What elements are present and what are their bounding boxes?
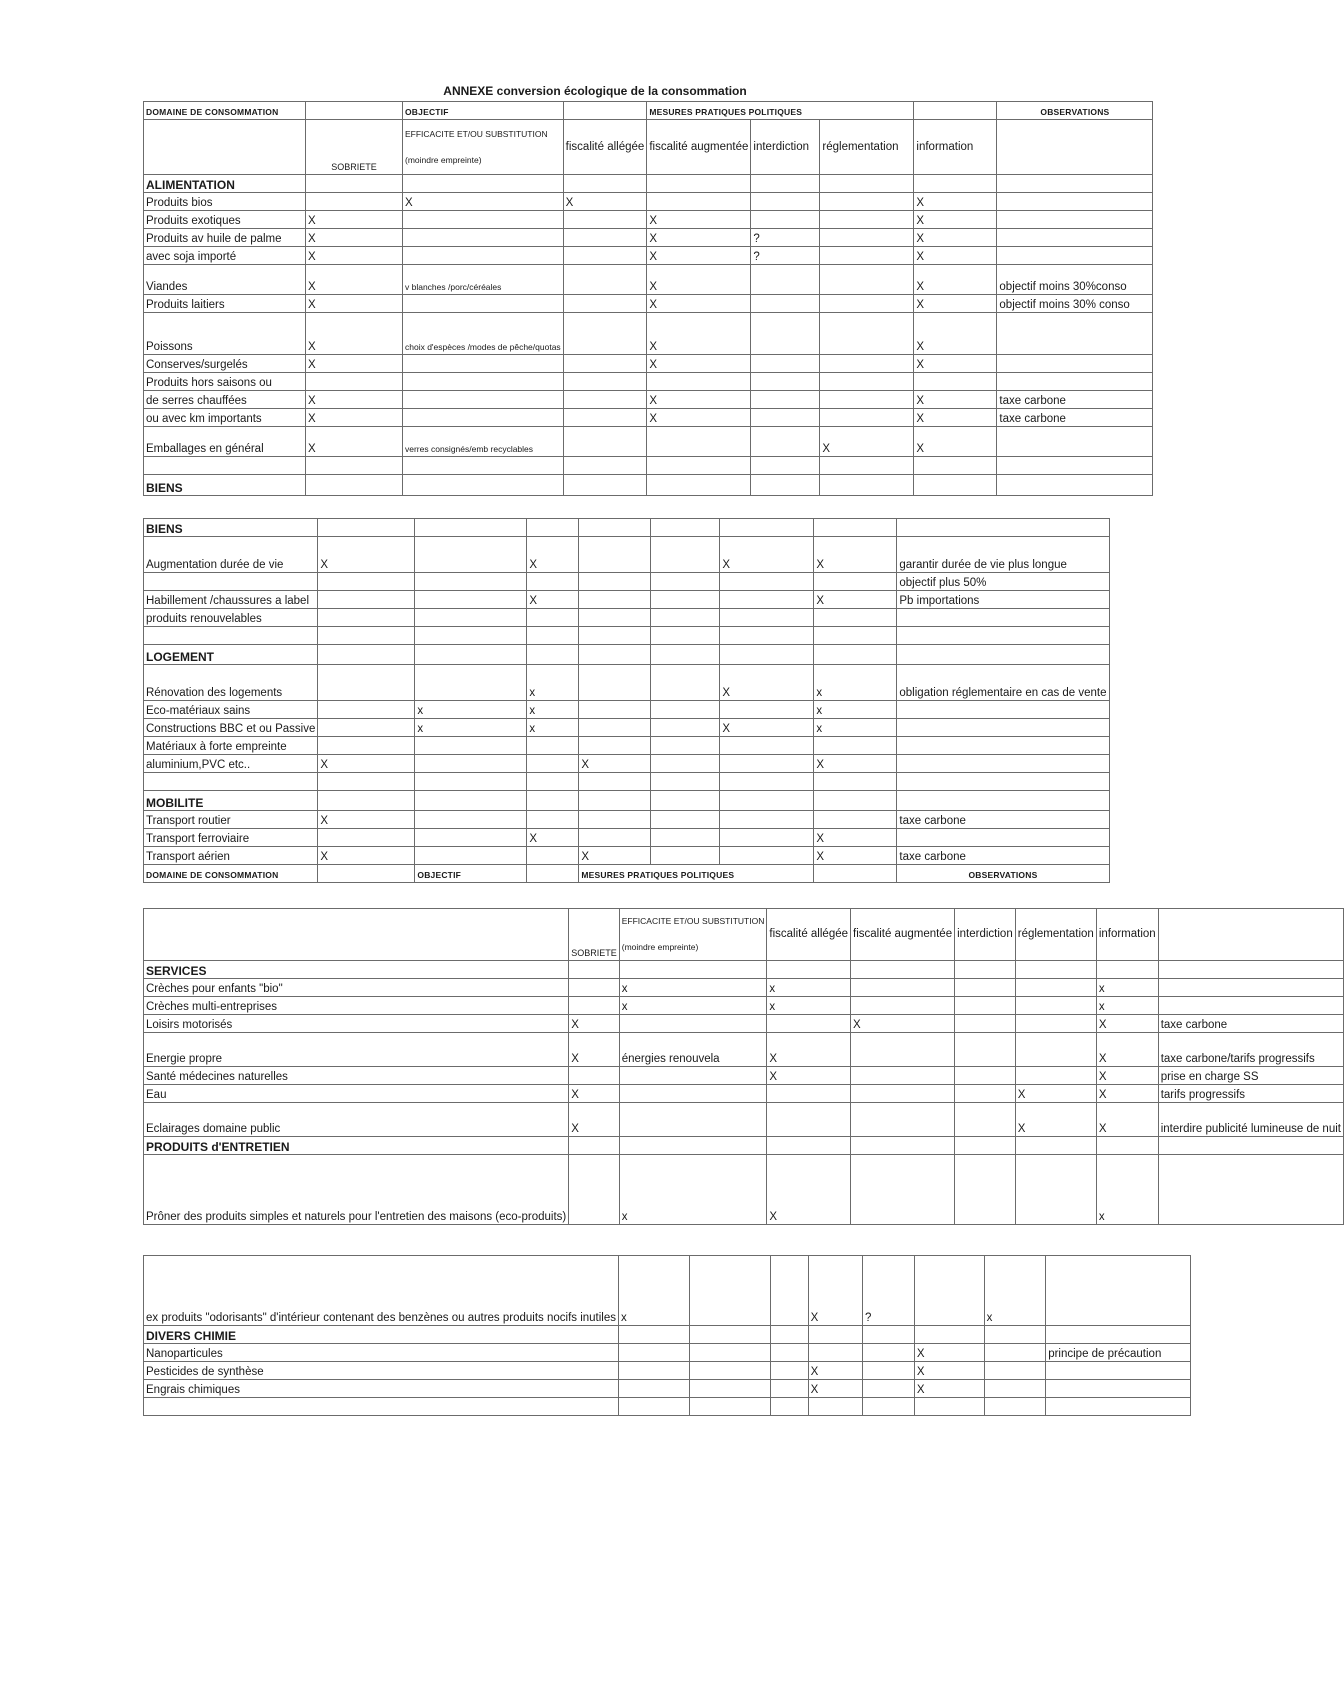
table-row: de serres chauffées X X X taxe carbone bbox=[144, 391, 1153, 409]
section-entretien: PRODUITS d'ENTRETIEN bbox=[144, 1137, 569, 1155]
section-row bbox=[144, 645, 1110, 665]
table-row: Poissons X choix d'espèces /modes de pêche/quotas X X bbox=[144, 313, 1153, 355]
header-row-sub bbox=[144, 120, 1153, 175]
table-row: Viandes X v blanches /porc/céréales X X objectif moins 30%conso bbox=[144, 265, 1153, 295]
table-row: aluminium,PVC etc.. X X X bbox=[144, 755, 1110, 773]
section-chimie: DIVERS CHIMIE bbox=[144, 1326, 619, 1344]
table-row: Emballages en général X verres consignés/emb recyclables X X bbox=[144, 427, 1153, 457]
section-row bbox=[144, 791, 1110, 811]
table-row: Eclairages domaine public X X X interdire publicité lumineuse de nuit bbox=[144, 1103, 1344, 1137]
table-row: ou avec km importants X X X taxe carbone bbox=[144, 409, 1153, 427]
section-biens-end: BIENS bbox=[144, 475, 306, 496]
table-row: Santé médecines naturelles X X prise en charge SS bbox=[144, 1067, 1344, 1085]
section-row bbox=[144, 1137, 1344, 1155]
table-row: Produits exotiques X X X bbox=[144, 211, 1153, 229]
table-row: Augmentation durée de vie X X X X garantir durée de vie plus longue bbox=[144, 537, 1110, 573]
table-row: Pesticides de synthèse X X bbox=[144, 1362, 1191, 1380]
col-fisc-augmentee: fiscalité augmentée bbox=[647, 120, 751, 175]
col-domaine: DOMAINE DE CONSOMMATION bbox=[144, 102, 306, 120]
table-row: produits renouvelables bbox=[144, 609, 1110, 627]
col-fisc-allegee: fiscalité allégée bbox=[563, 120, 647, 175]
table-row: Produits av huile de palme X X ? X bbox=[144, 229, 1153, 247]
table-row: Produits laitiers X X X objectif moins 30% conso bbox=[144, 295, 1153, 313]
col-efficacite: EFFICACITE ET/OU SUBSTITUTION (moindre empreinte) bbox=[403, 120, 564, 175]
table-row: Matériaux à forte empreinte bbox=[144, 737, 1110, 755]
table-row: Crèches pour enfants "bio" x x x bbox=[144, 979, 1344, 997]
section-row bbox=[144, 175, 1153, 193]
table-services bbox=[143, 908, 1344, 1225]
col-sobriete: SOBRIETE bbox=[306, 120, 403, 175]
table-row: Eau X X X tarifs progressifs bbox=[144, 1085, 1344, 1103]
section-row bbox=[144, 519, 1110, 537]
table-row: Conserves/surgelés X X X bbox=[144, 355, 1153, 373]
section-biens: BIENS bbox=[144, 519, 318, 537]
section-logement: LOGEMENT bbox=[144, 645, 318, 665]
table-row: Transport ferroviaire X X bbox=[144, 829, 1110, 847]
table-row: Produits bios X X X bbox=[144, 193, 1153, 211]
section-alimentation: ALIMENTATION bbox=[144, 175, 306, 193]
section-services: SERVICES bbox=[144, 961, 569, 979]
col-observations: OBSERVATIONS bbox=[997, 102, 1153, 120]
section-mobilite: MOBILITE bbox=[144, 791, 318, 811]
col-information: information bbox=[914, 120, 997, 175]
section-row bbox=[144, 961, 1344, 979]
col-objectif: OBJECTIF bbox=[403, 102, 564, 120]
table-row: Produits hors saisons ou bbox=[144, 373, 1153, 391]
table-row: Crèches multi-entreprises x x x bbox=[144, 997, 1344, 1015]
col-mesures: MESURES PRATIQUES POLITIQUES bbox=[647, 102, 914, 120]
table-row: Prôner des produits simples et naturels pour l'entretien des maisons (eco-produits) x X x bbox=[144, 1155, 1344, 1225]
table-row: Energie propre X énergies renouvela X X taxe carbone/tarifs progressifs bbox=[144, 1033, 1344, 1067]
table-row: Engrais chimiques X X bbox=[144, 1380, 1191, 1398]
table-row: Loisirs motorisés X X X taxe carbone bbox=[144, 1015, 1344, 1033]
table-biens bbox=[143, 518, 1110, 883]
table-row: Transport routier X taxe carbone bbox=[144, 811, 1110, 829]
table-row: Rénovation des logements x X x obligation réglementaire en cas de vente bbox=[144, 665, 1110, 701]
section-row bbox=[144, 1326, 1191, 1344]
col-interdiction: interdiction bbox=[751, 120, 820, 175]
table-row: avec soja importé X X ? X bbox=[144, 247, 1153, 265]
header-row-sub: SOBRIETE EFFICACITE ET/OU SUBSTITUTION (moindre empreinte) fiscalité allégée fiscalité augmentée interdiction réglementation information bbox=[144, 909, 1344, 961]
header-row-top bbox=[144, 102, 1153, 120]
table-row: objectif plus 50% bbox=[144, 573, 1110, 591]
page-title: ANNEXE conversion écologique de la consommation bbox=[443, 84, 747, 98]
table-row: Constructions BBC et ou Passive x x X x bbox=[144, 719, 1110, 737]
header-row-bottom: DOMAINE DE CONSOMMATION OBJECTIF MESURES PRATIQUES POLITIQUES OBSERVATIONS bbox=[144, 865, 1110, 883]
table-row: Habillement /chaussures a label X X Pb importations bbox=[144, 591, 1110, 609]
table-chimie bbox=[143, 1255, 1191, 1416]
section-row bbox=[144, 475, 1153, 496]
table-row: ex produits "odorisants" d'intérieur contenant des benzènes ou autres produits nocifs inutiles x X ? x bbox=[144, 1256, 1191, 1326]
table-alimentation bbox=[143, 101, 1153, 496]
table-row: Eco-matériaux sains x x x bbox=[144, 701, 1110, 719]
table-row: Transport aérien X X X taxe carbone bbox=[144, 847, 1110, 865]
table-row: Nanoparticules X principe de précaution bbox=[144, 1344, 1191, 1362]
col-reglementation: réglementation bbox=[820, 120, 914, 175]
